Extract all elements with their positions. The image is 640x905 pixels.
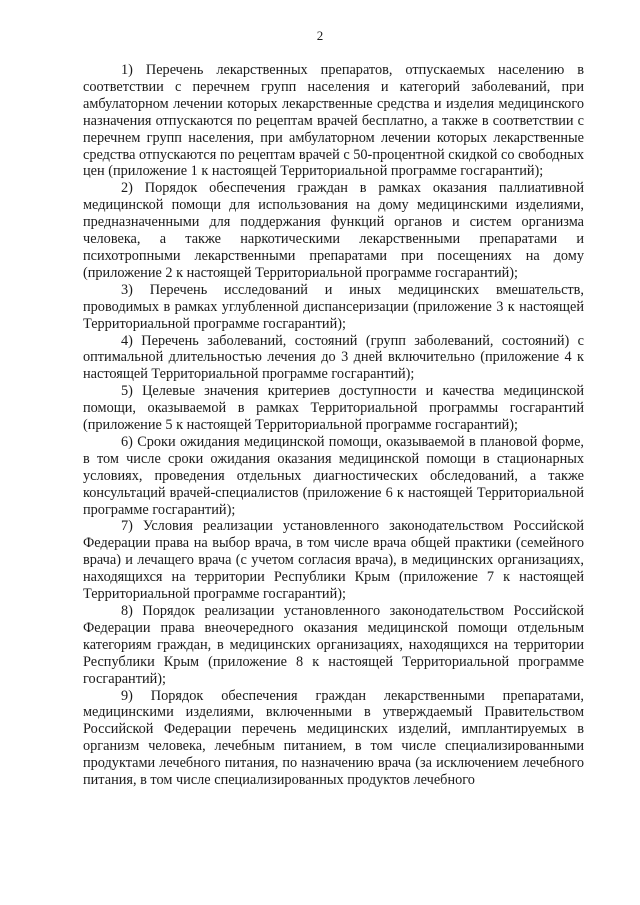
paragraph-1: 1) Перечень лекарственных препаратов, отпускаемых населению в соответствии с перечнем групп населения и категорий заболеваний, при амбулаторном лечении которых лекарственные средства и изделия медицинского назначения отпускаются по рецептам врачей бесплатно, а также в соответствии с перечнем групп населения, при амбулаторном лечении которых лекарственные средства отпускаются по рецептам врачей с 50-процентной скидкой со свободных цен (приложение 1 к настоящей Территориальной программе госгарантий); — [83, 62, 584, 180]
paragraph-7: 7) Условия реализации установленного законодательством Российской Федерации права на выбор врача, в том числе врача общей практики (семейного врача) и лечащего врача (с учетом согласия врача), в медицинских организациях, находящихся на территории Республики Крым (приложение 7 к настоящей Территориальной программе госгарантий); — [83, 518, 584, 603]
paragraph-2: 2) Порядок обеспечения граждан в рамках оказания паллиативной медицинской помощи для использования на дому медицинскими изделиями, предназначенными для поддержания функций органов и систем организма человека, а также наркотическими лекарственными препаратами и психотропными лекарственными препаратами при посещениях на дому (приложение 2 к настоящей Территориальной программе госгарантий); — [83, 180, 584, 281]
page-number: 2 — [316, 28, 324, 43]
paragraph-4: 4) Перечень заболеваний, состояний (групп заболеваний, состояний) с оптимальной длительностью лечения до 3 дней включительно (приложение 4 к настоящей Территориальной программе госгарантий); — [83, 332, 584, 383]
document-body — [83, 62, 584, 789]
paragraph-3: 3) Перечень исследований и иных медицинских вмешательств, проводимых в рамках углубленной диспансеризации (приложение 3 к настоящей Территориальной программе госгарантий); — [83, 281, 584, 332]
paragraph-8: 8) Порядок реализации установленного законодательством Российской Федерации права внеочередного оказания медицинской помощи отдельным категориям граждан, в медицинских организациях, находящихся на территории Республики Крым (приложение 8 к настоящей Территориальной программе госгарантий); — [83, 603, 584, 687]
paragraph-6: 6) Сроки ожидания медицинской помощи, оказываемой в плановой форме, в том числе сроки ожидания оказания медицинской помощи в стационарных условиях, проведения отдельных диагностических обследований, а также консультаций врачей-специалистов (приложение 6 к настоящей Территориальной программе госгарантий); — [83, 433, 584, 518]
paragraph-9: 9) Порядок обеспечения граждан лекарственными препаратами, медицинскими изделиями, включенными в утверждаемый Правительством Российской Федерации перечень медицинских изделий, имплантируемых в организм человека, лечебным питанием, в том числе специализированными продуктами лечебного питания, по назначению врача (за исключением лечебного питания, в том числе специализированных продуктов лечебного — [83, 687, 584, 789]
paragraph-5: 5) Целевые значения критериев доступности и качества медицинской помощи, оказываемой в рамках Территориальной программы госгарантий (приложение 5 к настоящей Территориальной программе госгарантий); — [83, 383, 584, 434]
